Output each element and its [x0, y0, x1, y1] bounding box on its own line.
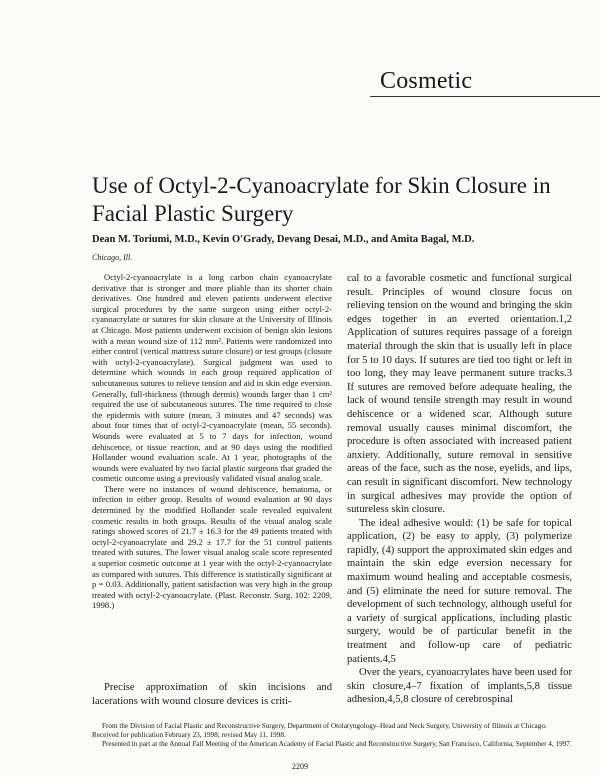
author-list: Dean M. Toriumi, M.D., Kevin O'Grady, Devang Desai, M.D., and Amita Bagal, M.D.: [92, 234, 475, 245]
section-rule: [370, 96, 600, 97]
body-paragraph: cal to a favorable cosmetic and functional surgical result. Principles of wound closure focus on relieving tension on the wound and bringing the skin edges together in an everted orientation.1,2 Application of sutures requires passage of a foreign material through the skin that is usually left in place for 5 to 10 days. If sutures are tied too tight or left in too long, they may leave permanent suture tracks.3 If sutures are removed before adequate healing, the lack of wound tensile strength may result in wound dehiscence or a widened scar. Although suture removal usually causes minimal discomfort, the procedure is often associated with increased patient anxiety. Additionally, suture removal in sensitive areas of the face, such as the nose, eyelids, and lips, can result in significant discomfort. New technology in surgical adhesives may provide the option of sutureless skin closure.: [347, 273, 572, 516]
footnote: Presented in part at the Annual Fall Meeting of the American Academy of Facial Plastic and Reconstructive Surgery, San Francisco, California, September 4, 1997.: [102, 740, 572, 748]
abstract-paragraph: There were no instances of wound dehiscence, hematoma, or infection in either group. Results of wound evaluation at 90 days determined by the modified Hollander scale revealed equivalent cosmetic results in both groups. Results of the visual analog scale ratings showed scores of 21.7 ± 16.3 for the 49 patients treated with octyl-2-cyanoacrylate and 29.2 ± 17.7 for the 51 control patients treated with sutures. The lower visual analog scale score represented a superior cosmetic outcome at 1 year with the octyl-2-cyanoacrylate as compared with sutures. This difference is statistically significant at p = 0.03. Additionally, patient satisfaction was very high in the group treated with octyl-2-cyanoacrylate. (Plast. Reconstr. Surg. 102: 2209, 1998.): [92, 483, 332, 611]
page-number: 2209: [292, 762, 308, 771]
section-heading: Cosmetic: [380, 68, 473, 94]
footnote: From the Division of Facial Plastic and Reconstructive Surgery, Department of Otolaryngology–Head and Neck Surgery, University of Illinois at Chicago. Received for publication February 23, 1998; revised May 11, 1998.: [92, 722, 547, 739]
right-column: [347, 272, 572, 707]
body-paragraph: The ideal adhesive would: (1) be safe for topical application, (2) be easy to apply, (3) polymerize rapidly, (4) support the approximated skin edges and maintain the skin edge eversion necessary for maximum wound healing and acceptable cosmesis, and (5) eliminate the need for suture removal. The development of such technology, although useful for a variety of surgical applications, including plastic surgery, would be of particular benefit in the treatment and follow-up care of pediatric patients.4,5: [347, 517, 572, 665]
abstract-paragraph: Octyl-2-cyanoacrylate is a long carbon chain cyanoacrylate derivative that is stronger and more pliable than its shorter chain derivatives. One hundred and eleven patients underwent elective surgical procedures by the same surgeon using either octyl-2-cyanoacrylate or sutures for skin closure at the University of Illinois at Chicago. Most patients underwent excision of benign skin lesions with a mean wound size of 112 mm². Patients were randomized into either control (vertical mattress suture closure) or test groups (closure with octyl-2-cyanoacrylate). Surgical judgment was used to determine which wounds in each group required application of subcutaneous sutures to relieve tension and aid in skin edge eversion. Generally, full-thickness (through dermis) wounds larger than 1 cm² required the use of subcutaneous sutures. The time required to close the epidermis with suture (mean, 3 minutes and 47 seconds) was about four times that of octyl-2-cyanoacrylate (mean, 55 seconds). Wounds were evaluated at 5 to 7 days for infection, wound dehiscence, or tissue reaction, and at 90 days using the modified Hollander wound evaluation scale. At 1 year, photographs of the wounds were evaluated by two facial plastic surgeons that graded the cosmetic outcome using a previously validated visual analog scale.: [92, 272, 332, 484]
article-title: Use of Octyl-2-Cyanoacrylate for Skin Closure in Facial Plastic Surgery: [92, 173, 551, 226]
affiliation: Chicago, Ill.: [92, 253, 133, 262]
intro-text: Precise approximation of skin incisions and lacerations with wound closure devices is criti-: [92, 682, 332, 707]
intro-paragraph: [92, 681, 332, 708]
footnotes: [92, 722, 572, 749]
body-paragraph: Over the years, cyanoacrylates have been used for skin closure,4–7 fixation of implants,5,8 tissue adhesion,4,5,8 closure of cerebrospinal: [347, 667, 572, 706]
abstract: [92, 272, 332, 611]
